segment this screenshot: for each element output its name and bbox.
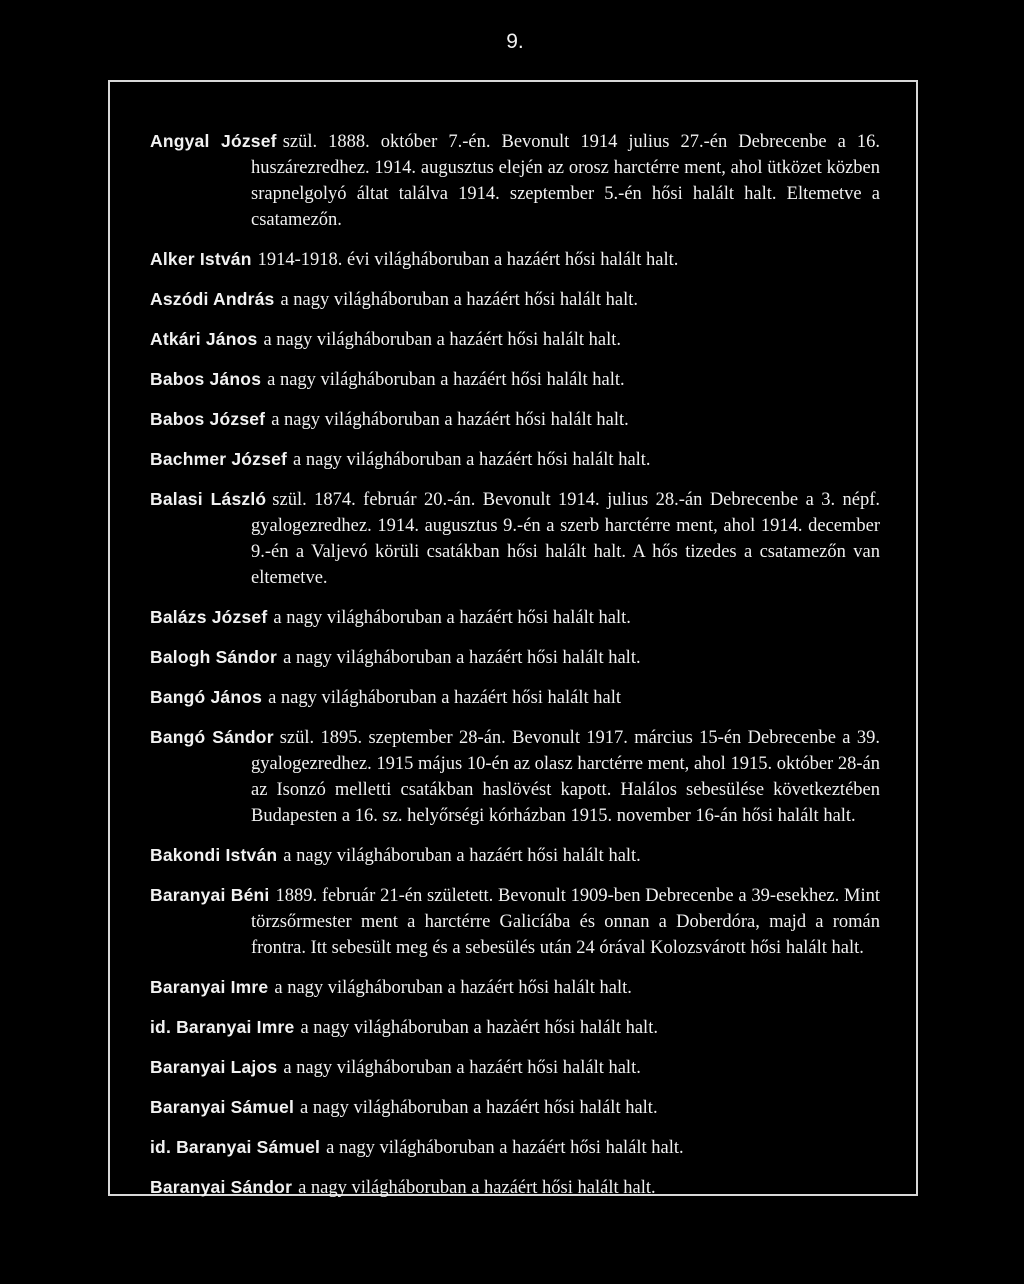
entry-name: Baranyai Béni — [150, 885, 270, 905]
entry-name: Balasi László — [150, 489, 267, 509]
entry-id-baranyai-samuel — [150, 1134, 880, 1161]
entry-text: 1914-1918. évi világháboruban a hazáért hősi halált halt. — [257, 250, 679, 270]
entry-bachmer-jozsef — [150, 446, 880, 473]
entry-text: 1889. február 21-én született. Bevonult 1909-ben Debrecenbe a 39-esekhez. Mint törzsőrmester ment a harctérre Galicíába és onnan a Doberdóra, majd a román frontra. Itt sebesült meg és a sebesülés után 24 órával Kolozsvárott hősi halált halt. — [251, 886, 880, 958]
entry-bango-sandor — [150, 724, 880, 829]
entry-baranyai-samuel — [150, 1094, 880, 1121]
entry-balazs-jozsef — [150, 604, 880, 631]
entry-text: a nagy világháboruban a hazáért hősi halált halt. — [283, 648, 641, 668]
entry-name: Baranyai Lajos — [150, 1057, 278, 1077]
entry-angyal-jozsef — [150, 128, 880, 233]
entry-baranyai-sandor — [150, 1174, 880, 1201]
entry-name: Balázs József — [150, 607, 268, 627]
entry-text: a nagy világháboruban a hazáért hősi halált halt. — [273, 608, 631, 628]
entry-text: a nagy világháboruban a hazáért hősi halált halt — [268, 688, 621, 708]
entry-name: Atkári János — [150, 329, 258, 349]
entry-text: a nagy világháboruban a hazáért hősi halált halt. — [263, 330, 621, 350]
entry-babos-jozsef — [150, 406, 880, 433]
entry-name: Alker István — [150, 249, 252, 269]
entry-text: a nagy világháboruban a hazáért hősi halált halt. — [283, 846, 641, 866]
entry-baranyai-imre — [150, 974, 880, 1001]
entry-balasi-laszlo — [150, 486, 880, 591]
entry-text: a nagy világháboruban a hazáért hősi halált halt. — [293, 450, 651, 470]
entry-name: Bangó János — [150, 687, 263, 707]
entry-text: szül. 1874. február 20.-án. Bevonult 1914. julius 28.-án Debrecenbe a 3. népf. gyalogezredhez. 1914. augusztus 9.-én a szerb harctérre ment, ahol 1914. december 9.-én a Valjevó körüli csatákban hősi halált halt. A hős tizedes a csatamezőn van eltemetve. — [251, 490, 880, 588]
entry-id-baranyai-imre — [150, 1014, 880, 1041]
entry-name: Aszódi András — [150, 289, 275, 309]
entry-text: a nagy világháboruban a hazáért hősi halált halt. — [267, 370, 625, 390]
entry-babos-janos — [150, 366, 880, 393]
entry-text: a nagy világháboruban a hazáért hősi halált halt. — [274, 978, 632, 998]
entry-bakondi-istvan — [150, 842, 880, 869]
entry-balogh-sandor — [150, 644, 880, 671]
entry-baranyai-beni — [150, 882, 880, 961]
entry-name: Bakondi István — [150, 845, 278, 865]
entry-name: Angyal József — [150, 131, 277, 151]
entry-baranyai-lajos — [150, 1054, 880, 1081]
entry-text: a nagy világháboruban a hazáért hősi halált halt. — [283, 1058, 641, 1078]
entry-text: a nagy világháboruban a hazáért hősi halált halt. — [298, 1178, 656, 1198]
entry-name: Babos János — [150, 369, 262, 389]
entry-text: a nagy világháboruban a hazáért hősi halált halt. — [271, 410, 629, 430]
entry-text: a nagy világháboruban a hazáért hősi halált halt. — [326, 1138, 684, 1158]
entry-alker-istvan — [150, 246, 880, 273]
entry-name: id. Baranyai Imre — [150, 1017, 295, 1037]
entry-text: a nagy világháboruban a hazáért hősi halált halt. — [280, 290, 638, 310]
entry-name: Balogh Sándor — [150, 647, 278, 667]
page-number: 9. — [506, 30, 524, 53]
entry-name: id. Baranyai Sámuel — [150, 1137, 321, 1157]
entry-name: Baranyai Imre — [150, 977, 269, 997]
entry-aszodi-andras — [150, 286, 880, 313]
entry-text: szül. 1895. szeptember 28-án. Bevonult 1917. március 15-én Debrecenbe a 39. gyalogezredhez. 1915 május 10-én az olasz harctérre ment, ahol 1915. október 28-án az Isonzó melletti csatákban haslövést kapott. Halálos sebesülése következtében Budapesten a 16. sz. helyőrségi kórházban 1915. november 16-án hősi halált halt. — [251, 728, 880, 826]
entry-name: Baranyai Sándor — [150, 1177, 293, 1197]
entry-name: Bangó Sándor — [150, 727, 274, 747]
entry-name: Babos József — [150, 409, 266, 429]
memorial-list — [150, 128, 880, 1214]
entry-text: szül. 1888. október 7.-én. Bevonult 1914 julius 27.-én Debrecenbe a 16. huszárezredhez. 1914. augusztus elején az orosz harctérre ment, ahol ütközet közben srapnelgolyó áltat találva 1914. szeptember 5.-én hősi halált halt. Eltemetve a csatamezőn. — [251, 132, 881, 230]
entry-text: a nagy világháboruban a hazáért hősi halált halt. — [300, 1098, 658, 1118]
entry-name: Baranyai Sámuel — [150, 1097, 295, 1117]
entry-text: a nagy világháboruban a hazàért hősi halált halt. — [300, 1018, 658, 1038]
entry-atkari-janos — [150, 326, 880, 353]
entry-name: Bachmer József — [150, 449, 288, 469]
entry-bango-janos — [150, 684, 880, 711]
